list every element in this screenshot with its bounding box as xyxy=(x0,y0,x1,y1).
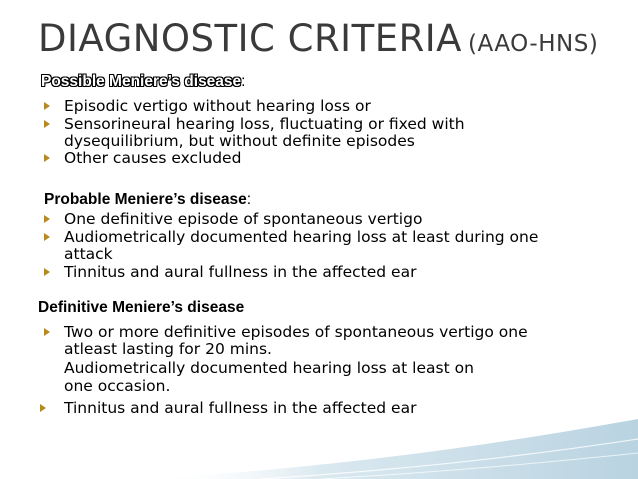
item-line: Tinnitus and aural fullness in the affected ear xyxy=(64,399,417,417)
item-line: One definitive episode of spontaneous vertigo xyxy=(64,210,423,228)
heading-colon: : xyxy=(246,191,252,208)
heading-text: Probable Meniere’s disease xyxy=(44,191,247,208)
item-line: Sensorineural hearing loss, fluctuating or fixed with xyxy=(64,115,465,133)
item-line: Audiometrically documented hearing loss at least on xyxy=(64,359,474,377)
section-heading-possible xyxy=(41,73,245,91)
item-line: Other causes excluded xyxy=(64,149,242,167)
item-line: dysequilibrium, but without definite episodes xyxy=(64,132,415,150)
heading-text: Possible Meniere’s disease xyxy=(41,73,242,90)
decorative-wave-band xyxy=(0,409,638,479)
triangle-bullet-icon xyxy=(44,154,50,162)
section-heading-definitive xyxy=(38,299,244,317)
triangle-bullet-icon xyxy=(44,120,50,128)
heading-colon: : xyxy=(241,73,246,90)
item-line: Episodic vertigo without hearing loss or xyxy=(64,97,371,115)
slide-title xyxy=(38,17,599,60)
triangle-bullet-icon xyxy=(40,404,46,412)
item-line: Tinnitus and aural fullness in the affected ear xyxy=(64,263,417,281)
triangle-bullet-icon xyxy=(44,233,50,241)
item-line: Two or more definitive episodes of spontaneous vertigo one xyxy=(64,323,528,341)
item-line: one occasion. xyxy=(64,377,171,395)
triangle-bullet-icon xyxy=(44,102,50,110)
title-suffix: (AAO-HNS) xyxy=(468,31,599,57)
title-main: DIAGNOSTIC CRITERIA xyxy=(38,17,462,60)
heading-text: Definitive Meniere’s disease xyxy=(38,299,245,316)
triangle-bullet-icon xyxy=(44,328,50,336)
item-line: atleast lasting for 20 mins. xyxy=(64,340,272,358)
triangle-bullet-icon xyxy=(44,268,50,276)
item-line: attack xyxy=(64,245,113,263)
item-line: Audiometrically documented hearing loss at least during one xyxy=(64,228,539,246)
triangle-bullet-icon xyxy=(44,215,50,223)
section-heading-probable xyxy=(44,191,251,209)
